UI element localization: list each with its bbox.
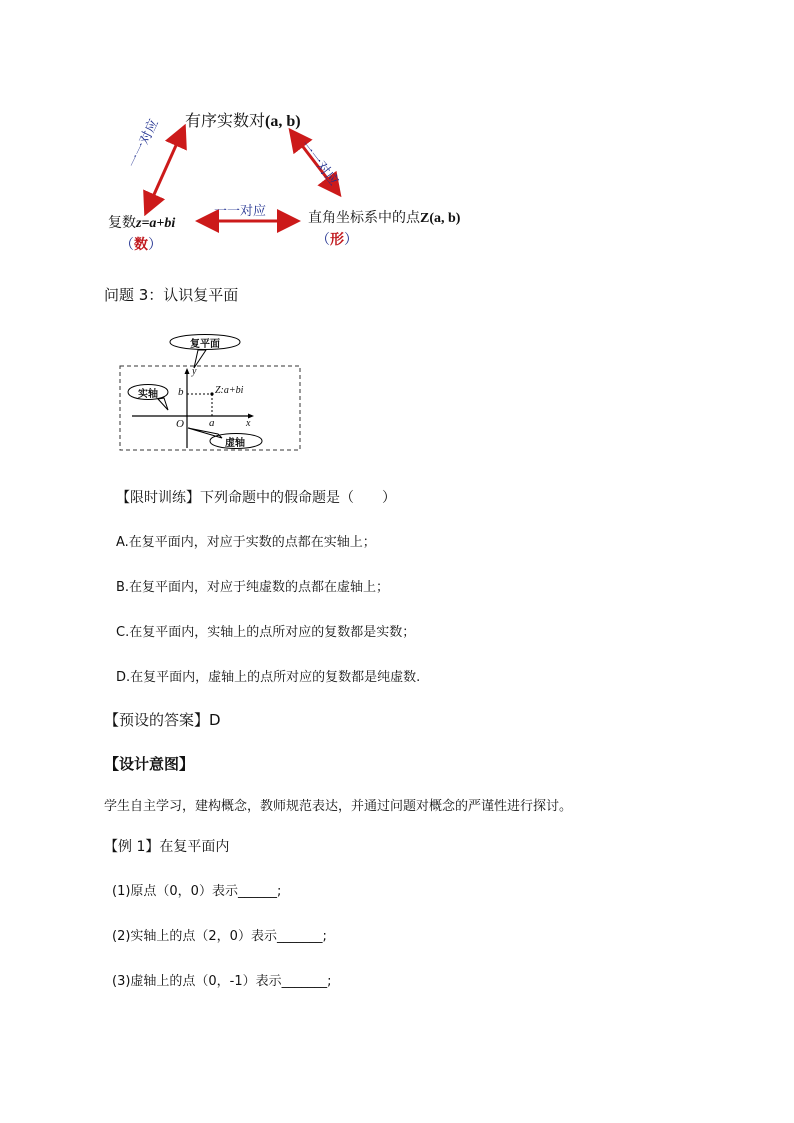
exercise-title: 【限时训练】下列命题中的假命题是（ ）: [116, 490, 396, 506]
left-node-sub: （数）: [120, 237, 162, 253]
axis-x-label: x: [246, 418, 251, 429]
arrow-label-right: 一一对应: [297, 138, 341, 189]
arrow-label-left: 一一对应: [125, 117, 162, 171]
design-intent-title: 【设计意图】: [104, 755, 195, 773]
axis-y-label: y: [192, 366, 197, 377]
preset-answer: 【预设的答案】D: [104, 711, 221, 729]
callout-imag-axis: 虚轴: [225, 438, 245, 449]
point-z-label: Z:a+bi: [215, 385, 244, 396]
option-a: A.在复平面内，对应于实数的点都在实轴上；: [116, 535, 376, 550]
top-node-label: 有序实数对: [185, 111, 266, 130]
example-1-title: 【例 1】在复平面内: [104, 839, 230, 855]
callout-real-axis: 实轴: [138, 389, 158, 400]
option-c: C.在复平面内，实轴上的点所对应的复数都是实数；: [116, 625, 416, 640]
callout-complex-plane: 复平面: [190, 339, 220, 350]
example-item-2: (2)实轴上的点（2，0）表示_______;: [112, 929, 327, 944]
right-node-sub: （形）: [316, 232, 358, 248]
right-sub-text: 形: [330, 232, 344, 248]
example-item-1: (1)原点（0，0）表示______;: [112, 884, 282, 899]
arrow-label-bottom: 一一对应: [214, 204, 267, 219]
top-node-pair: (a, b): [265, 113, 301, 130]
left-sub-text: 数: [134, 237, 148, 253]
option-b: B.在复平面内，对应于纯虚数的点都在虚轴上；: [116, 580, 390, 595]
b-label: b: [178, 386, 184, 398]
right-node-point: Z(a, b): [420, 211, 461, 226]
right-node-label: 直角坐标系中的点: [308, 210, 420, 226]
question-3: 问题 3：认识复平面: [104, 286, 239, 304]
complex-plane-figure: [0, 0, 794, 480]
left-node-label: 复数: [108, 215, 136, 231]
example-item-3: (3)虚轴上的点（0，-1）表示_______;: [112, 974, 332, 989]
option-d: D.在复平面内，虚轴上的点所对应的复数都是纯虚数.: [116, 670, 421, 685]
left-node-expr: z=a+bi: [136, 216, 176, 231]
origin-label: O: [176, 418, 184, 430]
a-label: a: [209, 417, 215, 429]
design-intent-text: 学生自主学习，建构概念，教师规范表达，并通过问题对概念的严谨性进行探讨。: [104, 799, 573, 814]
